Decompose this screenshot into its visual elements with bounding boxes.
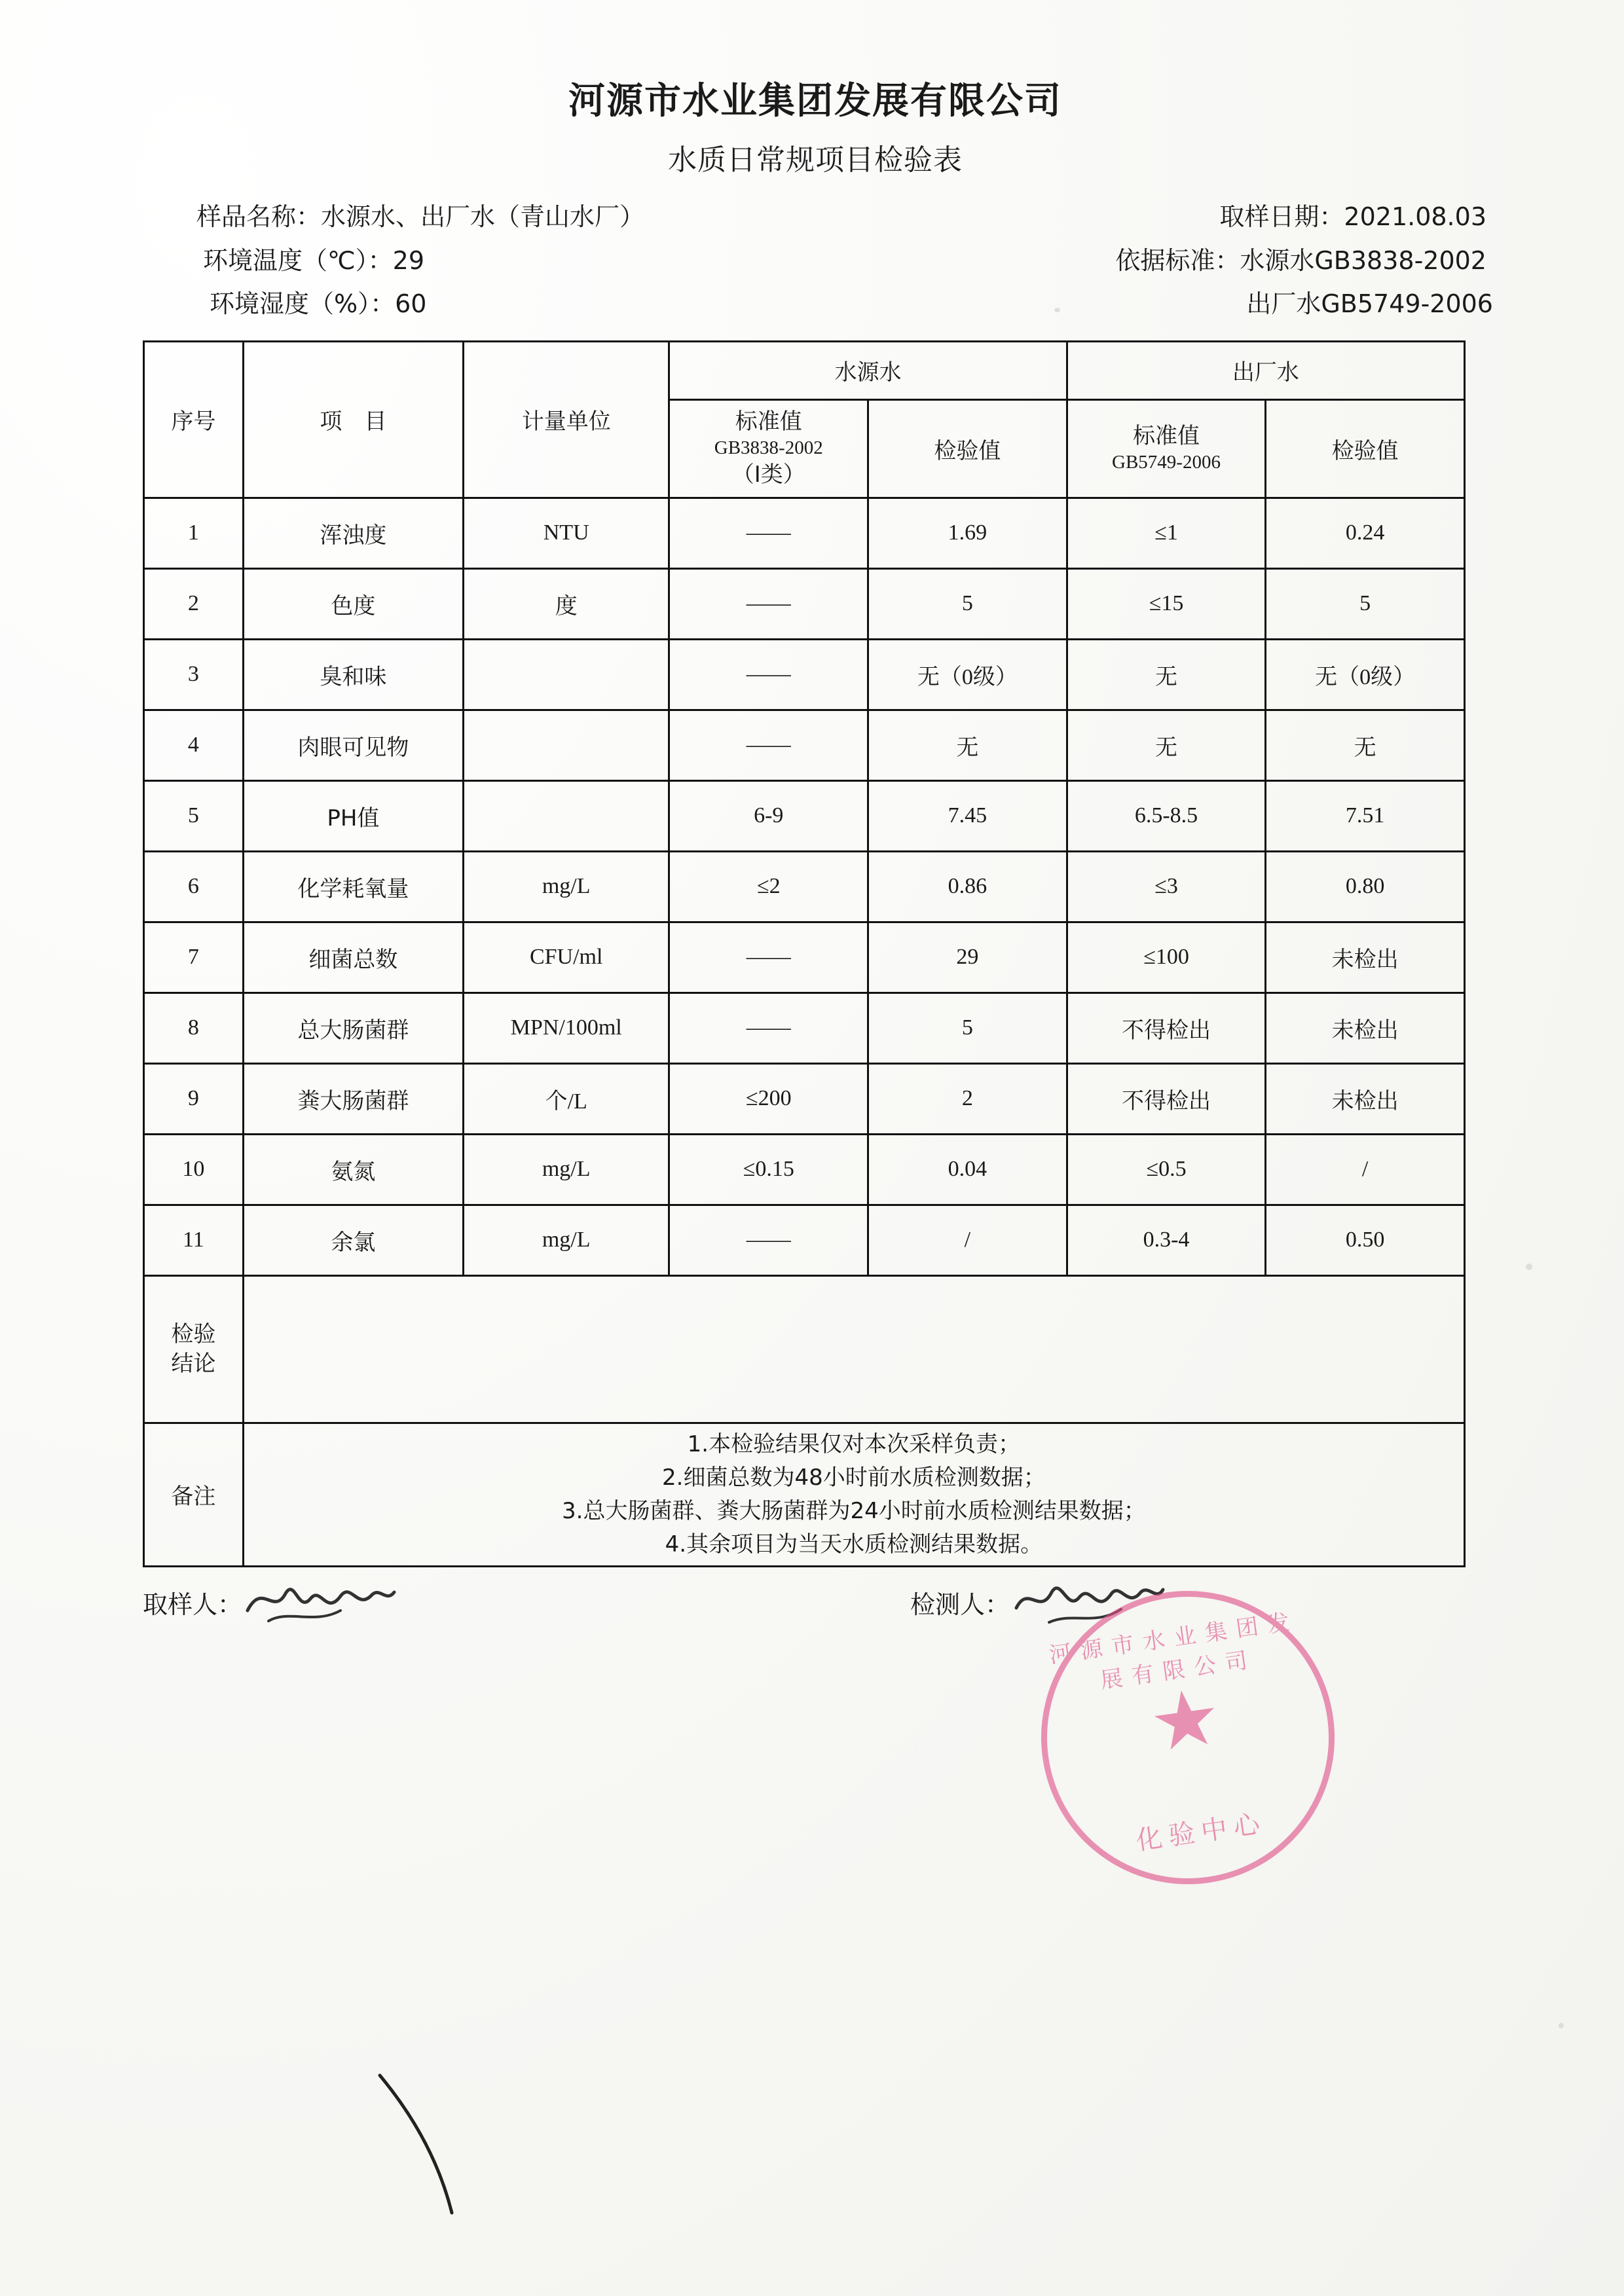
table-row (144, 993, 1465, 1063)
row-index: 4 (144, 710, 244, 780)
row-source-standard: —— (669, 639, 868, 710)
header-group-source-water: 水源水 (669, 341, 1067, 399)
remark-label: 备注 (144, 1423, 244, 1566)
row-source-value: 2 (868, 1063, 1067, 1134)
environment-humidity: 环境湿度（%）：60 (210, 289, 427, 318)
row-product-standard: ≤3 (1067, 851, 1266, 922)
row-source-value: 无（0级） (868, 639, 1067, 710)
conclusion-label-line1: 检验 (171, 1321, 216, 1348)
row-unit: 度 (463, 568, 669, 639)
row-product-standard: ≤0.5 (1067, 1134, 1266, 1205)
row-source-value: / (868, 1205, 1067, 1275)
row-index: 9 (144, 1063, 244, 1134)
header-product-standard (1067, 399, 1266, 498)
table-row (144, 1205, 1465, 1275)
row-unit: MPN/100ml (463, 993, 669, 1063)
tester-label: 检测人： (910, 1590, 1010, 1619)
row-product-value: 无 (1266, 710, 1465, 780)
row-source-standard: —— (669, 568, 868, 639)
meta-row-humidity (124, 282, 1506, 326)
row-product-value: / (1266, 1134, 1465, 1205)
row-unit (463, 780, 669, 851)
remark-line: 4.其余项目为当天水质检测结果数据。 (665, 1531, 1043, 1558)
header-group-product-water: 出厂水 (1067, 341, 1464, 399)
row-product-standard: 无 (1067, 710, 1266, 780)
paper-speck (1526, 1264, 1532, 1270)
row-unit: 个/L (463, 1063, 669, 1134)
table-row (144, 922, 1465, 993)
row-index: 1 (144, 498, 244, 568)
row-item: 浑浊度 (243, 498, 463, 568)
row-item: PH值 (243, 780, 463, 851)
table-row (144, 1134, 1465, 1205)
sample-name: 样品名称：水源水、出厂水（青山水厂） (196, 202, 645, 231)
row-product-value: 0.80 (1266, 851, 1465, 922)
row-index: 10 (144, 1134, 244, 1205)
row-unit (463, 710, 669, 780)
table-row (144, 498, 1465, 568)
tester-signature-block (910, 1584, 1160, 1663)
row-unit: mg/L (463, 1205, 669, 1275)
row-product-value: 7.51 (1266, 780, 1465, 851)
row-source-standard: ≤2 (669, 851, 868, 922)
header-source-standard-main: 标准值 (735, 408, 802, 435)
row-product-value: 未检出 (1266, 1063, 1465, 1134)
environment-temperature: 环境温度（℃）：29 (203, 246, 425, 275)
row-item: 总大肠菌群 (243, 993, 463, 1063)
sampler-label: 取样人： (143, 1590, 243, 1619)
standard-source-water: 依据标准：水源水GB3838-2002 (1115, 246, 1486, 275)
row-source-value: 29 (868, 922, 1067, 993)
tester-signature (1010, 1584, 1160, 1624)
row-index: 8 (144, 993, 244, 1063)
row-product-standard: ≤1 (1067, 498, 1266, 568)
row-unit: CFU/ml (463, 922, 669, 993)
document-meta (124, 195, 1506, 326)
row-source-value: 无 (868, 710, 1067, 780)
row-item: 化学耗氧量 (243, 851, 463, 922)
remark-body (243, 1423, 1464, 1566)
header-item: 项 目 (243, 341, 463, 498)
stamp-bottom-text: 化验中心 (1134, 1808, 1268, 1857)
header-source-standard-class: （Ⅰ类） (731, 461, 805, 488)
row-source-value: 5 (868, 993, 1067, 1063)
row-product-value: 无（0级） (1266, 639, 1465, 710)
table-row (144, 568, 1465, 639)
row-index: 11 (144, 1205, 244, 1275)
row-source-standard: —— (669, 498, 868, 568)
conclusion-label-line2: 结论 (171, 1350, 216, 1377)
header-source-value: 检验值 (868, 399, 1067, 498)
conclusion-label (144, 1275, 244, 1423)
document-body (124, 52, 1506, 1663)
row-item: 粪大肠菌群 (243, 1063, 463, 1134)
row-source-value: 1.69 (868, 498, 1067, 568)
sampler-signature (242, 1584, 393, 1624)
table-header-group-row (144, 341, 1465, 399)
remark-line: 2.细菌总数为48小时前水质检测数据； (662, 1464, 1046, 1491)
row-item: 氨氮 (243, 1134, 463, 1205)
table-row (144, 780, 1465, 851)
row-index: 3 (144, 639, 244, 710)
row-source-value: 5 (868, 568, 1067, 639)
row-product-value: 5 (1266, 568, 1465, 639)
row-product-standard: 6.5-8.5 (1067, 780, 1266, 851)
row-source-standard: 6-9 (669, 780, 868, 851)
standard-product-water: 出厂水GB5749-2006 (1246, 289, 1493, 318)
row-unit: NTU (463, 498, 669, 568)
table-row (144, 639, 1465, 710)
table-row (144, 851, 1465, 922)
row-source-standard: —— (669, 922, 868, 993)
row-unit (463, 639, 669, 710)
row-product-standard: ≤100 (1067, 922, 1266, 993)
row-item: 臭和味 (243, 639, 463, 710)
row-product-value: 0.24 (1266, 498, 1465, 568)
row-source-value: 0.86 (868, 851, 1067, 922)
row-product-value: 0.50 (1266, 1205, 1465, 1275)
row-product-standard: 无 (1067, 639, 1266, 710)
row-source-standard: ≤200 (669, 1063, 868, 1134)
header-product-value: 检验值 (1266, 399, 1465, 498)
meta-row-sample (124, 195, 1506, 239)
row-item: 细菌总数 (243, 922, 463, 993)
table-row (144, 710, 1465, 780)
form-title: 水质日常规项目检验表 (668, 143, 963, 177)
row-index: 6 (144, 851, 244, 922)
row-item: 肉眼可见物 (243, 710, 463, 780)
conclusion-row (144, 1275, 1465, 1423)
row-product-value: 未检出 (1266, 922, 1465, 993)
row-product-standard: 不得检出 (1067, 1063, 1266, 1134)
header-source-standard-code: GB3838-2002 (714, 437, 823, 459)
row-source-value: 0.04 (868, 1134, 1067, 1205)
signature-area (143, 1584, 1466, 1663)
company-title: 河源市水业集团发展有限公司 (568, 80, 1062, 122)
header-index: 序号 (144, 341, 244, 498)
sampler-signature-block (143, 1584, 393, 1663)
meta-row-temperature (124, 239, 1506, 283)
paper-speck (1559, 2023, 1564, 2028)
row-source-standard: ≤0.15 (669, 1134, 868, 1205)
row-unit: mg/L (463, 851, 669, 922)
signature-tail-stroke (367, 2069, 537, 2239)
table-row (144, 1063, 1465, 1134)
row-source-value: 7.45 (868, 780, 1067, 851)
row-product-standard: 0.3-4 (1067, 1205, 1266, 1275)
row-item: 余氯 (243, 1205, 463, 1275)
header-source-standard (669, 399, 868, 498)
header-unit: 计量单位 (463, 341, 669, 498)
row-source-standard: —— (669, 710, 868, 780)
row-source-standard: —— (669, 1205, 868, 1275)
remark-line: 1.本检验结果仅对本次采样负责； (687, 1430, 1021, 1457)
row-index: 7 (144, 922, 244, 993)
row-unit: mg/L (463, 1134, 669, 1205)
row-index: 2 (144, 568, 244, 639)
row-index: 5 (144, 780, 244, 851)
row-product-standard: ≤15 (1067, 568, 1266, 639)
row-product-value: 未检出 (1266, 993, 1465, 1063)
row-source-standard: —— (669, 993, 868, 1063)
remark-row (144, 1423, 1465, 1566)
row-product-standard: 不得检出 (1067, 993, 1266, 1063)
handwritten-signature-icon (1010, 1570, 1167, 1629)
stamp-top-text: 河源市水业集团发展有限公司 (1047, 1607, 1301, 1694)
handwritten-signature-icon (242, 1570, 399, 1629)
header-product-standard-code: GB5749-2006 (1112, 452, 1221, 473)
inspection-table (143, 340, 1466, 1567)
star-icon: ★ (1144, 1672, 1227, 1769)
header-product-standard-main: 标准值 (1133, 422, 1200, 449)
row-item: 色度 (243, 568, 463, 639)
remark-line: 3.总大肠菌群、粪大肠菌群为24小时前水质检测结果数据； (562, 1497, 1146, 1524)
sampling-date: 取样日期：2021.08.03 (1219, 202, 1486, 231)
conclusion-value (243, 1275, 1464, 1423)
